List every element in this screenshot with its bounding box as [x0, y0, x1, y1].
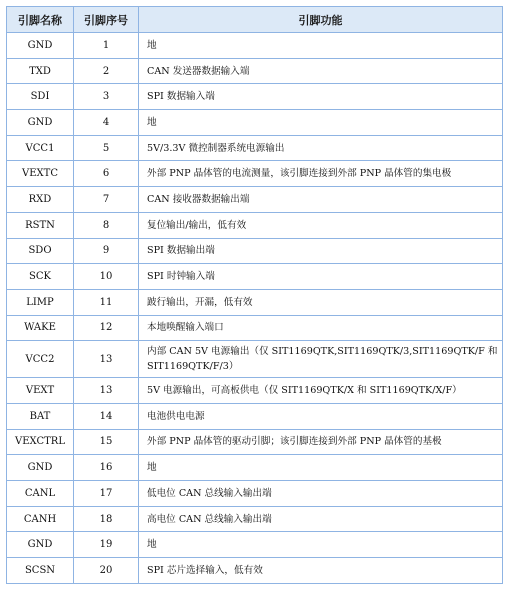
pin-function-cell: 低电位 CAN 总线输入输出端	[139, 481, 503, 507]
pin-number-cell: 17	[74, 481, 139, 507]
header-pin-function: 引脚功能	[139, 7, 503, 33]
pin-name-cell: SCSN	[7, 558, 74, 584]
pin-number-cell: 1	[74, 33, 139, 59]
pin-number-cell: 19	[74, 532, 139, 558]
pin-name-cell: RSTN	[7, 212, 74, 238]
pin-name-cell: SDO	[7, 238, 74, 264]
pin-function-cell: CAN 接收器数据输出端	[139, 187, 503, 213]
table-row	[7, 212, 503, 238]
table-row	[7, 289, 503, 315]
pin-function-cell: SPI 芯片选择输入，低有效	[139, 558, 503, 584]
pin-function-cell: 电池供电电源	[139, 403, 503, 429]
pin-function-cell: 地	[139, 33, 503, 59]
table-row	[7, 264, 503, 290]
pin-name-cell: GND	[7, 110, 74, 136]
pin-number-cell: 6	[74, 161, 139, 187]
pin-name-cell: TXD	[7, 58, 74, 84]
header-row	[7, 7, 503, 33]
table-row	[7, 135, 503, 161]
pin-function-cell: SPI 数据输入端	[139, 84, 503, 110]
header-pin-number: 引脚序号	[74, 7, 139, 33]
pin-name-cell: LIMP	[7, 289, 74, 315]
pin-name-cell: WAKE	[7, 315, 74, 341]
table-row	[7, 238, 503, 264]
table-row	[7, 341, 503, 378]
pin-name-cell: RXD	[7, 187, 74, 213]
pin-name-cell: SDI	[7, 84, 74, 110]
pin-number-cell: 20	[74, 558, 139, 584]
pin-function-cell: 本地唤醒输入端口	[139, 315, 503, 341]
table-header	[7, 7, 503, 33]
table-row	[7, 315, 503, 341]
pin-function-table	[6, 6, 503, 584]
pin-number-cell: 8	[74, 212, 139, 238]
pin-name-cell: BAT	[7, 403, 74, 429]
pin-function-cell: SPI 时钟输入端	[139, 264, 503, 290]
table-row	[7, 58, 503, 84]
pin-name-cell: VEXT	[7, 378, 74, 404]
pin-name-cell: CANH	[7, 506, 74, 532]
pin-function-cell: 地	[139, 455, 503, 481]
pin-number-cell: 4	[74, 110, 139, 136]
pin-function-cell: 外部 PNP 晶体管的驱动引脚；该引脚连接到外部 PNP 晶体管的基极	[139, 429, 503, 455]
pin-number-cell: 7	[74, 187, 139, 213]
pin-number-cell: 15	[74, 429, 139, 455]
table-row	[7, 481, 503, 507]
table-row	[7, 161, 503, 187]
table-body	[7, 33, 503, 584]
pin-number-cell: 12	[74, 315, 139, 341]
pin-number-cell: 16	[74, 455, 139, 481]
table-row	[7, 110, 503, 136]
pin-name-cell: CANL	[7, 481, 74, 507]
pin-function-cell: 跛行输出，开漏，低有效	[139, 289, 503, 315]
pin-number-cell: 5	[74, 135, 139, 161]
pin-name-cell: VCC1	[7, 135, 74, 161]
pin-function-cell: 外部 PNP 晶体管的电流测量，该引脚连接到外部 PNP 晶体管的集电极	[139, 161, 503, 187]
pin-name-cell: VEXCTRL	[7, 429, 74, 455]
pin-number-cell: 2	[74, 58, 139, 84]
pin-function-cell: SPI 数据输出端	[139, 238, 503, 264]
pin-function-cell: CAN 发送器数据输入端	[139, 58, 503, 84]
pin-function-cell: 高电位 CAN 总线输入输出端	[139, 506, 503, 532]
pin-number-cell: 9	[74, 238, 139, 264]
pin-name-cell: SCK	[7, 264, 74, 290]
table-row	[7, 455, 503, 481]
table-row	[7, 558, 503, 584]
pin-function-cell: 5V 电源输出，可高板供电（仅 SIT1169QTK/X 和 SIT1169QTK/X/F）	[139, 378, 503, 404]
table-row	[7, 429, 503, 455]
table-row	[7, 378, 503, 404]
pin-number-cell: 13	[74, 341, 139, 378]
table-row	[7, 187, 503, 213]
pin-number-cell: 10	[74, 264, 139, 290]
pin-number-cell: 14	[74, 403, 139, 429]
pin-number-cell: 18	[74, 506, 139, 532]
pin-function-cell: 复位输出/输出，低有效	[139, 212, 503, 238]
pin-name-cell: VEXTC	[7, 161, 74, 187]
table-row	[7, 84, 503, 110]
table-row	[7, 506, 503, 532]
pin-name-cell: GND	[7, 33, 74, 59]
pin-number-cell: 13	[74, 378, 139, 404]
pin-function-cell: 内部 CAN 5V 电源输出（仅 SIT1169QTK,SIT1169QTK/3,SIT1169QTK/F 和 SIT1169QTK/F/3）	[139, 341, 503, 378]
pin-number-cell: 3	[74, 84, 139, 110]
pin-function-cell: 地	[139, 532, 503, 558]
pin-name-cell: GND	[7, 455, 74, 481]
pin-name-cell: VCC2	[7, 341, 74, 378]
table-row	[7, 33, 503, 59]
pin-name-cell: GND	[7, 532, 74, 558]
table-row	[7, 532, 503, 558]
pin-number-cell: 11	[74, 289, 139, 315]
pin-function-cell: 地	[139, 110, 503, 136]
header-pin-name: 引脚名称	[7, 7, 74, 33]
table-row	[7, 403, 503, 429]
pin-function-cell: 5V/3.3V 微控制器系统电源输出	[139, 135, 503, 161]
